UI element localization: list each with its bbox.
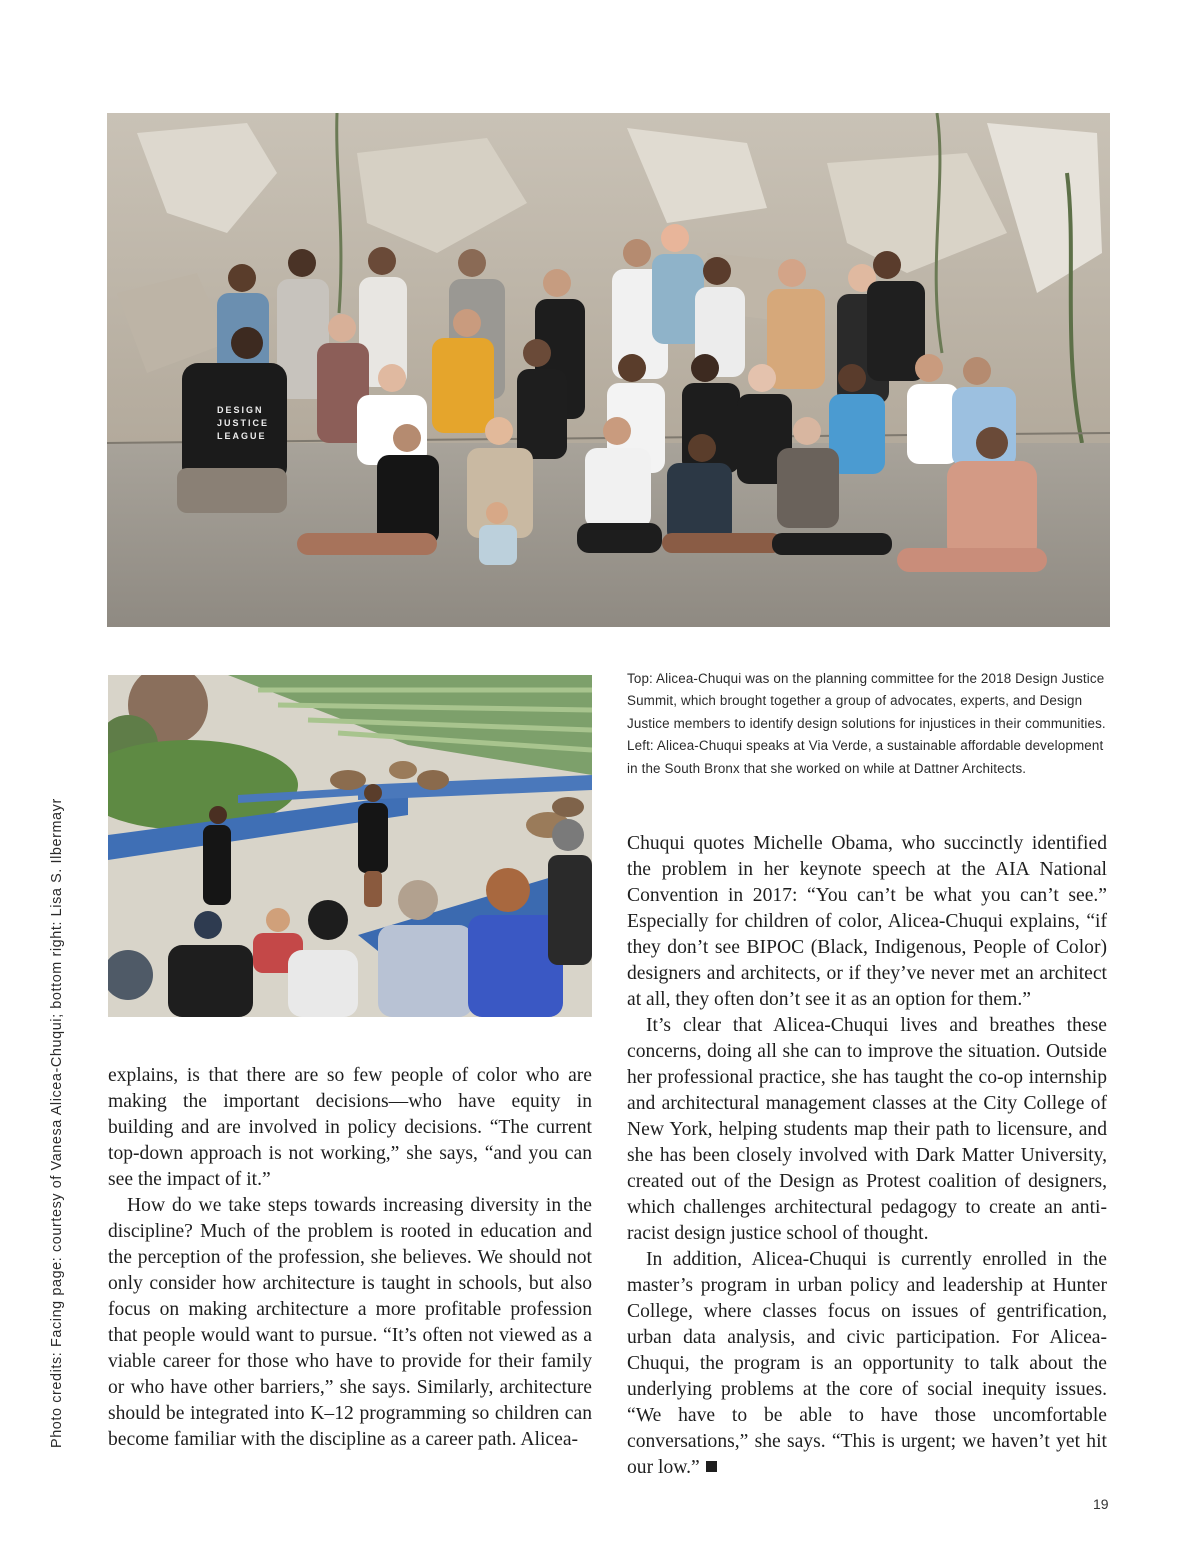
body-paragraph: explains, is that there are so few people of color who are making the important decisions—who have equity in building and are involved in policy decisions. “The current top-down approach is not working,” she says, “and you can see the impact of it.” — [108, 1065, 592, 1190]
body-column-right — [627, 831, 1107, 1481]
body-paragraph-final — [627, 1247, 1107, 1481]
shirt-text-line: DESIGN — [217, 405, 264, 415]
shirt-text-line: LEAGUE — [217, 431, 267, 441]
body-paragraph-text: In addition, Alicea-Chuqui is currently enrolled in the master’s program in urban policy and leadership at Hunter College, where classes focus on issues of gentrification, urban data analysis, and civic participation. For Alicea-Chuqui, the program is an opportunity to talk about the underlying problems at the core of social inequity issues. “We have to be able to have those uncomfortable conversations,” she says. “This is urgent; we haven’t yet hit our low.” — [627, 1249, 1107, 1478]
photo-caption: Top: Alicea-Chuqui was on the planning committee for the 2018 Design Justice Summit, which brought together a group of advocates, experts, and Design Justice members to identify design solutions for injustices in their communities. Left: Alicea-Chuqui speaks at Via Verde, a sustainable affordable development in the South Bronx that she worked on while at Dattner Architects. — [627, 671, 1106, 776]
group-photo — [107, 113, 1110, 627]
body-paragraph: Chuqui quotes Michelle Obama, who succinctly identified the problem in her keynote speech at the AIA National Convention in 2017: “You can’t be what you can’t see.” Especially for children of color, Alicea-Chuqui explains, “if they don’t see BIPOC (Black, Indigenous, People of Color) designers and architects, or if they’ve never met an architect at all, they often don’t see it as an option for them.” — [627, 833, 1107, 1010]
via-verde-image — [108, 675, 592, 1017]
end-of-article-mark — [706, 1461, 717, 1472]
via-verde-photo — [108, 675, 592, 1017]
page-number: 19 — [1093, 1496, 1109, 1512]
group-photo-image — [107, 113, 1110, 627]
shirt-text-line: JUSTICE — [217, 418, 270, 428]
body-paragraph: How do we take steps towards increasing diversity in the discipline? Much of the problem is rooted in education and the perception of the profession, she believes. We should not only consider how architecture is taught in schools, but also focus on making architecture a more profitable profession that people would want to pursue. “It’s often not viewed as a viable career for those who have to provide for their family or who have other barriers,” she says. Similarly, architecture should be integrated into K–12 programming so children can become familiar with the discipline as a career path. Alicea- — [108, 1195, 592, 1450]
body-column-left — [108, 1063, 592, 1453]
photo-credit: Photo credits: Facing page: courtesy of Vanesa Alicea-Chuqui; bottom right: Lisa S. Ilbermayr — [49, 798, 65, 1448]
body-paragraph: It’s clear that Alicea-Chuqui lives and breathes these concerns, doing all she can to improve the situation. Outside her professional practice, she has taught the co-op internship and architectural management classes at the City College of New York, helping students map their path to licensure, and she has been closely involved with Dark Matter University, created out of the Design as Protest coalition of designers, which challenges architectural pedagogy to create an anti-racist design justice school of thought. — [627, 1015, 1107, 1244]
